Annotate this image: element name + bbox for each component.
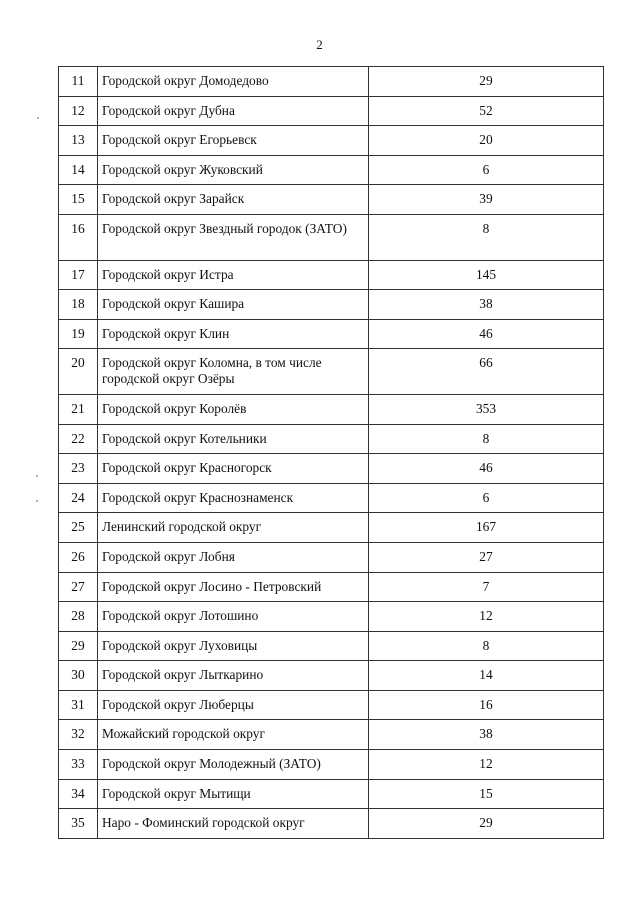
page-number: 2 — [316, 37, 323, 52]
district-value: 6 — [369, 155, 604, 185]
district-value: 8 — [369, 424, 604, 454]
district-name: Городской округ Красногорск — [98, 454, 369, 484]
row-number: 24 — [59, 483, 98, 513]
district-value: 29 — [369, 809, 604, 839]
row-number: 14 — [59, 155, 98, 185]
table-row — [59, 424, 604, 454]
district-name: Городской округ Зарайск — [98, 185, 369, 215]
table-row — [59, 260, 604, 290]
row-number: 19 — [59, 319, 98, 349]
row-number: 27 — [59, 572, 98, 602]
row-number: 23 — [59, 454, 98, 484]
district-value: 27 — [369, 542, 604, 572]
table-row — [59, 572, 604, 602]
table-row — [59, 67, 604, 97]
district-value: 16 — [369, 690, 604, 720]
row-number: 32 — [59, 720, 98, 750]
row-number: 35 — [59, 809, 98, 839]
table-row — [59, 779, 604, 809]
district-value: 46 — [369, 454, 604, 484]
table-row — [59, 96, 604, 126]
district-name: Городской округ Краснознаменск — [98, 483, 369, 513]
district-name: Городской округ Истра — [98, 260, 369, 290]
row-number: 13 — [59, 126, 98, 156]
row-number: 28 — [59, 602, 98, 632]
table-row — [59, 720, 604, 750]
table-row — [59, 319, 604, 349]
district-name: Городской округ Жуковский — [98, 155, 369, 185]
district-name: Городской округ Клин — [98, 319, 369, 349]
district-name: Городской округ Дубна — [98, 96, 369, 126]
row-number: 16 — [59, 214, 98, 260]
district-name: Городской округ Егорьевск — [98, 126, 369, 156]
table-row — [59, 349, 604, 395]
district-name: Городской округ Коломна, в том числе городской округ Озёры — [98, 349, 369, 395]
district-name: Городской округ Люберцы — [98, 690, 369, 720]
table-row — [59, 690, 604, 720]
district-name: Городской округ Лобня — [98, 542, 369, 572]
table-row — [59, 454, 604, 484]
district-value: 38 — [369, 290, 604, 320]
row-number: 17 — [59, 260, 98, 290]
scan-speck — [36, 500, 38, 502]
district-value: 29 — [369, 67, 604, 97]
row-number: 11 — [59, 67, 98, 97]
table-row — [59, 394, 604, 424]
district-value: 8 — [369, 631, 604, 661]
row-number: 15 — [59, 185, 98, 215]
municipal-districts-table — [58, 66, 604, 839]
table-row — [59, 155, 604, 185]
row-number: 26 — [59, 542, 98, 572]
table-row — [59, 214, 604, 260]
row-number: 29 — [59, 631, 98, 661]
district-value: 12 — [369, 750, 604, 780]
district-name: Городской округ Лотошино — [98, 602, 369, 632]
district-value: 14 — [369, 661, 604, 691]
row-number: 33 — [59, 750, 98, 780]
district-name: Ленинский городской округ — [98, 513, 369, 543]
table-row — [59, 126, 604, 156]
table-row — [59, 290, 604, 320]
district-name: Наро - Фоминский городской округ — [98, 809, 369, 839]
district-value: 66 — [369, 349, 604, 395]
district-value: 38 — [369, 720, 604, 750]
table-row — [59, 542, 604, 572]
district-value: 8 — [369, 214, 604, 260]
table-row — [59, 483, 604, 513]
district-value: 353 — [369, 394, 604, 424]
district-value: 167 — [369, 513, 604, 543]
table-row — [59, 185, 604, 215]
table-row — [59, 602, 604, 632]
district-value: 39 — [369, 185, 604, 215]
district-value: 46 — [369, 319, 604, 349]
district-value: 20 — [369, 126, 604, 156]
district-name: Городской округ Молодежный (ЗАТО) — [98, 750, 369, 780]
scan-speck — [37, 117, 39, 119]
row-number: 21 — [59, 394, 98, 424]
district-value: 6 — [369, 483, 604, 513]
district-value: 145 — [369, 260, 604, 290]
district-name: Городской округ Звездный городок (ЗАТО) — [98, 214, 369, 260]
row-number: 31 — [59, 690, 98, 720]
row-number: 34 — [59, 779, 98, 809]
district-name: Можайский городской округ — [98, 720, 369, 750]
table-row — [59, 809, 604, 839]
district-value: 7 — [369, 572, 604, 602]
district-name: Городской округ Лыткарино — [98, 661, 369, 691]
table-row — [59, 513, 604, 543]
table-row — [59, 750, 604, 780]
row-number: 25 — [59, 513, 98, 543]
table-body — [59, 67, 604, 839]
row-number: 30 — [59, 661, 98, 691]
district-value: 52 — [369, 96, 604, 126]
row-number: 18 — [59, 290, 98, 320]
table-row — [59, 661, 604, 691]
district-name: Городской округ Котельники — [98, 424, 369, 454]
scan-speck — [36, 475, 38, 477]
table-row — [59, 631, 604, 661]
district-name: Городской округ Мытищи — [98, 779, 369, 809]
row-number: 20 — [59, 349, 98, 395]
district-name: Городской округ Луховицы — [98, 631, 369, 661]
district-value: 15 — [369, 779, 604, 809]
row-number: 22 — [59, 424, 98, 454]
district-name: Городской округ Домодедово — [98, 67, 369, 97]
district-name: Городской округ Лосино - Петровский — [98, 572, 369, 602]
district-name: Городской округ Кашира — [98, 290, 369, 320]
row-number: 12 — [59, 96, 98, 126]
district-value: 12 — [369, 602, 604, 632]
district-name: Городской округ Королёв — [98, 394, 369, 424]
